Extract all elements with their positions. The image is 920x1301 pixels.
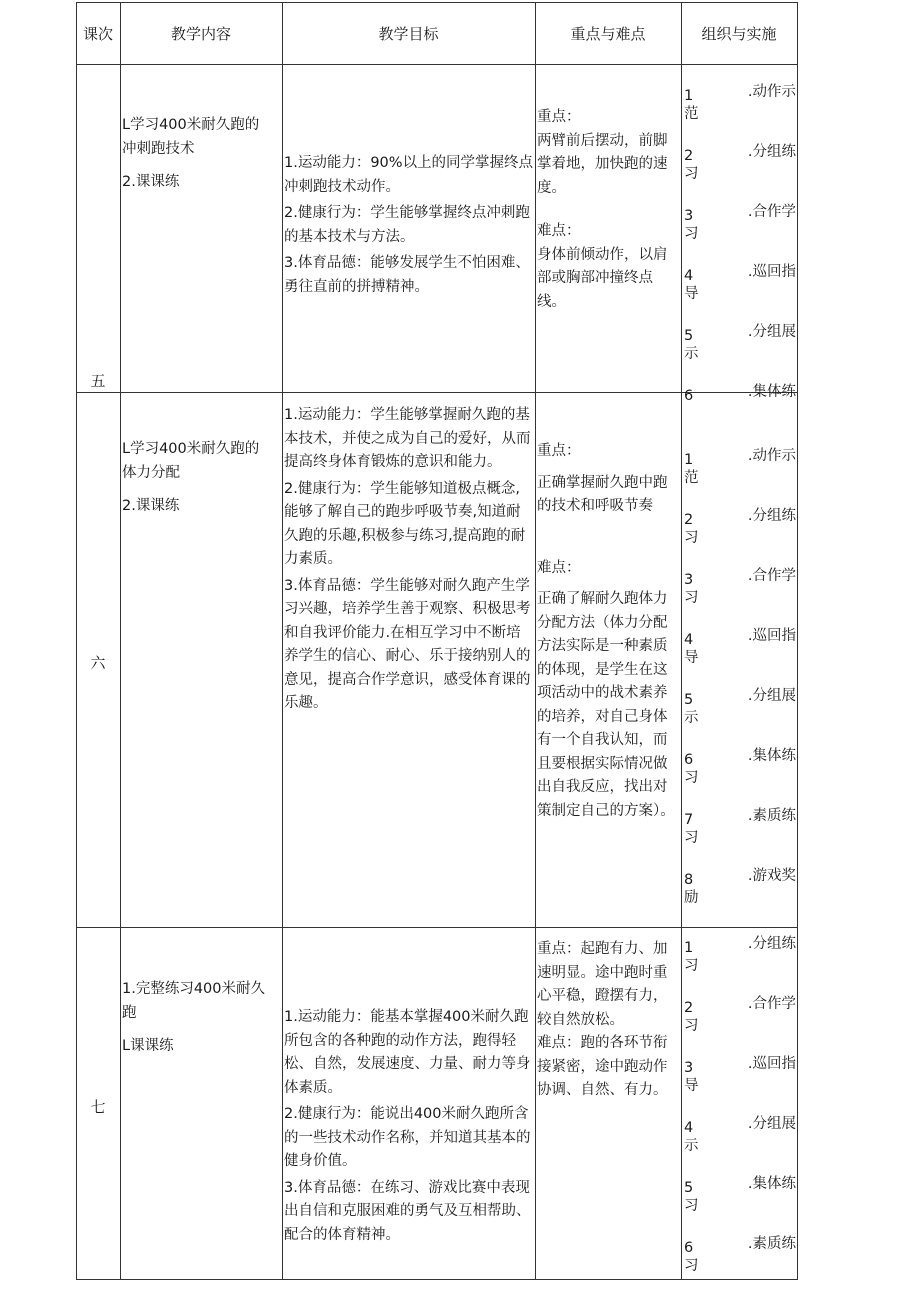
lesson-number: 五 — [90, 372, 106, 390]
org-item — [682, 938, 798, 998]
difficulty-text-body: 跑的各环节衔接紧密，途中跑动作协调、自然、有力。 — [537, 1035, 668, 1098]
objective-item: 3.体育品德：能够发展学生不怕困难、勇往直前的拼搏精神。 — [284, 255, 530, 295]
org-item — [682, 750, 798, 810]
org-index: 3 — [684, 1060, 694, 1076]
org-item — [682, 510, 798, 570]
lesson-number: 六 — [90, 654, 106, 672]
org-text: .素质练 — [747, 1236, 796, 1252]
org-index: 8 — [684, 872, 694, 888]
difficulty-label: 难点： — [537, 1035, 581, 1051]
difficulty-text — [537, 1032, 679, 1103]
lesson-objectives — [284, 404, 534, 719]
org-text: .集体练 — [747, 384, 796, 400]
grid-line — [120, 2, 121, 1280]
difficulty-label: 难点： — [537, 223, 581, 239]
org-text-cont: 导 — [684, 1078, 699, 1094]
org-item — [682, 1058, 798, 1118]
org-text-cont: 习 — [684, 1198, 699, 1214]
org-text: .分组练 — [747, 144, 796, 160]
org-item — [682, 1238, 798, 1298]
header-objectives: 教学目标 — [378, 24, 439, 43]
org-index: 7 — [684, 812, 694, 828]
org-text: .巡回指 — [747, 264, 796, 280]
org-text: .分组展 — [747, 1116, 796, 1132]
org-item — [682, 690, 798, 750]
org-item — [682, 326, 798, 386]
grid-line — [282, 2, 283, 1280]
org-text-cont: 励 — [684, 890, 699, 906]
header-organization: 组织与实施 — [701, 24, 777, 43]
org-index: 4 — [684, 268, 694, 284]
organization-list — [682, 84, 798, 404]
key-difficulty — [537, 440, 679, 823]
org-text: .游戏奖 — [747, 868, 796, 884]
org-text-cont: 习 — [684, 1258, 699, 1274]
org-item — [682, 1118, 798, 1178]
org-index: 6 — [684, 752, 694, 768]
objective-item: 2.健康行为：学生能够知道极点概念,能够了解自己的跑步呼吸节奏,知道耐久跑的乐趣,积极参与练习,提高跑的耐力素质。 — [284, 480, 526, 567]
org-index: 3 — [684, 208, 694, 224]
lesson-content — [122, 438, 272, 529]
org-text-cont: 习 — [684, 166, 699, 182]
lesson-content — [122, 978, 272, 1069]
org-text-cont: 习 — [684, 1018, 699, 1034]
key-label: 重点： — [537, 109, 581, 125]
org-item — [682, 146, 798, 206]
org-text: .合作学 — [747, 996, 796, 1012]
org-text-cont: 示 — [684, 346, 699, 362]
org-index: 2 — [684, 512, 694, 528]
lesson-plan-table — [76, 2, 798, 1280]
org-item — [682, 206, 798, 266]
org-text-cont: 习 — [684, 770, 699, 786]
org-item — [682, 870, 798, 930]
org-text-cont: 范 — [684, 470, 699, 486]
org-text-cont: 导 — [684, 286, 699, 302]
key-text: 两臂前后摆动，前脚掌着地，加快跑的速度。 — [537, 132, 668, 196]
org-text-cont: 示 — [684, 710, 699, 726]
difficulty-text: 身体前倾动作，以肩部或胸部冲撞终点线。 — [537, 246, 668, 310]
org-text: .分组练 — [747, 936, 796, 952]
objective-item: 3.体育品德：学生能够对耐久跑产生学习兴趣，培养学生善于观察、积极思考和自我评价能力.在相互学习中不断培养学生的信心、耐心、乐于接纳别人的意见，提高合作学意识，感受体育课的乐趣。 — [284, 577, 531, 711]
key-label: 重点： — [537, 941, 581, 957]
org-item — [682, 86, 798, 146]
org-item — [682, 998, 798, 1058]
org-text: .分组练 — [747, 508, 796, 524]
key-text — [537, 938, 679, 1032]
org-item — [682, 450, 798, 510]
key-difficulty — [537, 938, 679, 1103]
org-text: .分组展 — [747, 688, 796, 704]
org-text-cont: 示 — [684, 1138, 699, 1154]
org-index: 2 — [684, 148, 694, 164]
org-text-cont: 导 — [684, 650, 699, 666]
org-index: 6 — [684, 1240, 694, 1256]
lesson-objectives — [284, 152, 534, 302]
org-item — [682, 630, 798, 690]
org-item — [682, 810, 798, 870]
org-text: .合作学 — [747, 204, 796, 220]
org-text: .巡回指 — [747, 1056, 796, 1072]
org-text: .分组展 — [747, 324, 796, 340]
grid-line — [535, 2, 536, 1280]
org-text: .集体练 — [747, 1176, 796, 1192]
objective-item: 2.健康行为：能说出400米耐久跑所含的一些技术动作名称，并知道其基本的健身价值。 — [284, 1106, 531, 1169]
key-difficulty — [537, 106, 679, 314]
org-index: 4 — [684, 632, 694, 648]
org-text-cont: 习 — [684, 958, 699, 974]
header-key-points: 重点与难点 — [570, 24, 646, 43]
org-item — [682, 1178, 798, 1238]
org-index: 1 — [684, 940, 694, 956]
objective-item: 1.运动能力：学生能够掌握耐久跑的基本技术，并使之成为自己的爱好，从而提高终身体育锻炼的意识和能力。 — [284, 407, 531, 470]
org-item — [682, 266, 798, 326]
org-index: 5 — [684, 692, 694, 708]
content-item: 1.完整练习400米耐久跑 — [122, 981, 266, 1021]
grid-line — [76, 2, 77, 1280]
org-index: 1 — [684, 88, 694, 104]
org-item — [682, 570, 798, 630]
lesson-number: 七 — [90, 1098, 106, 1116]
content-item: L学习400米耐久跑的体力分配 — [122, 441, 260, 481]
content-item: L课课练 — [122, 1038, 174, 1054]
header-content: 教学内容 — [170, 24, 231, 43]
org-text-cont: 习 — [684, 830, 699, 846]
org-text-cont: 范 — [684, 106, 699, 122]
org-index: 5 — [684, 1180, 694, 1196]
org-text: .合作学 — [747, 568, 796, 584]
content-item: 2.课课练 — [122, 498, 180, 514]
org-text: .集体练 — [747, 748, 796, 764]
objective-item: 3.体育品德：在练习、游戏比赛中表现出自信和克服困难的勇气及互相帮助、配合的体育精神。 — [284, 1179, 531, 1243]
org-text: .动作示 — [747, 84, 796, 100]
objective-item: 2.健康行为：学生能够掌握终点冲刺跑的基本技术与方法。 — [284, 205, 530, 245]
org-index: 1 — [684, 452, 694, 468]
org-text: .动作示 — [747, 448, 796, 464]
org-index: 3 — [684, 572, 694, 588]
difficulty-label: 难点： — [537, 559, 581, 576]
key-text: 正确掌握耐久跑中跑的技术和呼吸节奏 — [537, 474, 668, 514]
key-label: 重点： — [537, 443, 581, 459]
header-lesson: 课次 — [82, 24, 113, 43]
org-text-cont: 习 — [684, 530, 699, 546]
org-text: .巡回指 — [747, 628, 796, 644]
lesson-objectives — [284, 1006, 534, 1250]
org-text-cont: 习 — [684, 590, 699, 606]
organization-list — [682, 450, 798, 926]
grid-line — [76, 64, 798, 65]
objective-item: 1.运动能力：90%以上的同学掌握终点冲刺跑技术动作。 — [284, 155, 534, 195]
org-text: .素质练 — [747, 808, 796, 824]
org-item — [682, 386, 798, 446]
content-item: 2.课课练 — [122, 174, 180, 190]
organization-list — [682, 938, 798, 1278]
org-index: 5 — [684, 328, 694, 344]
org-index: 4 — [684, 1120, 694, 1136]
objective-item: 1.运动能力：能基本掌握400米耐久跑所包含的各种跑的动作方法，跑得轻松、自然，发展速度、力量、耐力等身体素质。 — [284, 1009, 531, 1096]
org-text-cont: 习 — [684, 226, 699, 242]
org-index: 6 — [684, 388, 694, 404]
lesson-content — [122, 114, 272, 205]
difficulty-text: 正确了解耐久跑体力分配方法（体力分配方法实际是一种素质的体现，是学生在这项活动中的战术素养的培养，对自己身体有一个自我认知，而且要根据实际情况做出自我反应，找出对策制定自己的方案）。 — [537, 591, 675, 819]
org-index: 2 — [684, 1000, 694, 1016]
content-item: L学习400米耐久跑的冲刺跑技术 — [122, 117, 260, 157]
key-text-body: 起跑有力、加速明显。途中跑时重心平稳，蹬摆有力，较自然放松。 — [537, 941, 668, 1028]
